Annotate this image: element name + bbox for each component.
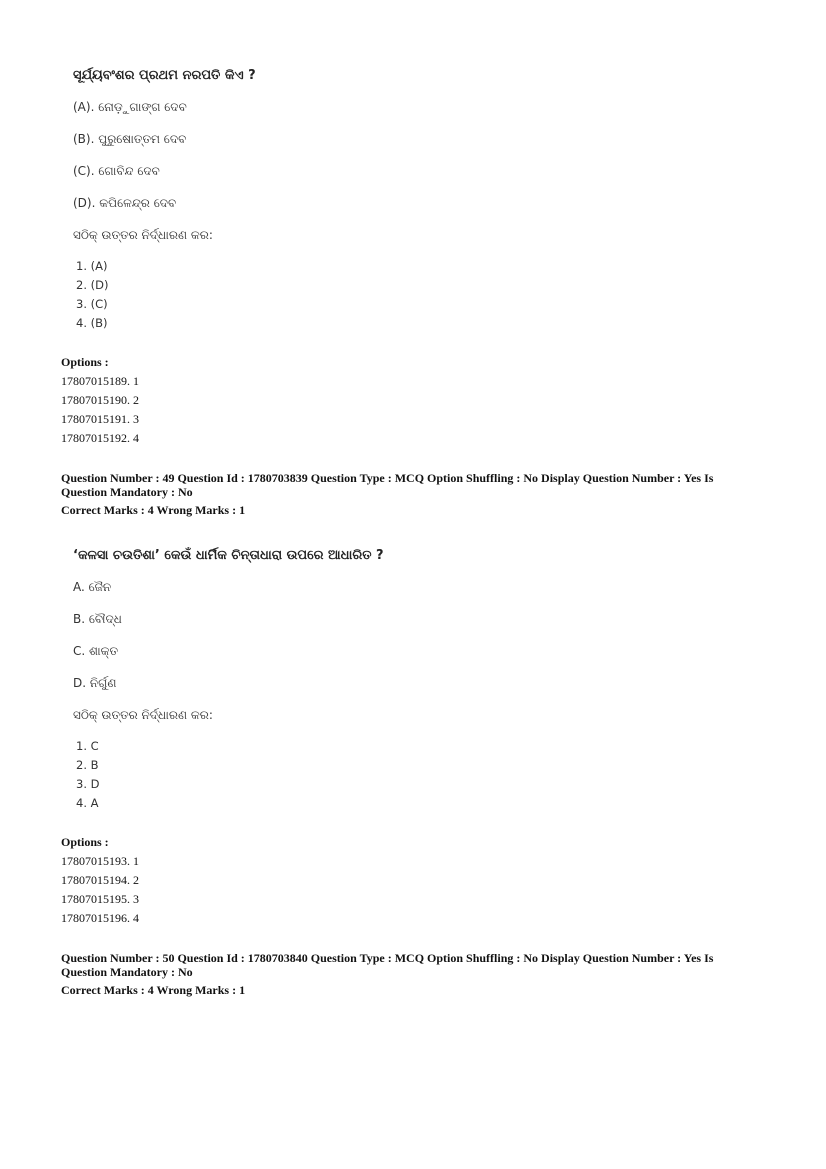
question-meta-line: Question Mandatory : No — [61, 965, 193, 979]
answer-item: 3. D — [76, 777, 100, 791]
option-id: 17807015196. 4 — [61, 911, 139, 925]
answer-item: 3. (C) — [76, 297, 108, 311]
answer-item: 2. B — [76, 758, 99, 772]
option-id: 17807015191. 3 — [61, 412, 139, 426]
answer-item: 4. (B) — [76, 316, 108, 330]
option-id: 17807015192. 4 — [61, 431, 139, 445]
options-label: Options : — [61, 355, 109, 369]
question-meta — [61, 951, 761, 997]
option-id: 17807015193. 1 — [61, 854, 139, 868]
marks-line: Correct Marks : 4 Wrong Marks : 1 — [61, 503, 246, 517]
answer-item: 1. (A) — [76, 259, 108, 273]
choice-d: (D). କପିଳେନ୍ଦ୍ର ଦେବ — [73, 196, 177, 210]
question-meta-line: Question Mandatory : No — [61, 485, 193, 499]
question-meta-line: Question Number : 50 Question Id : 1780703840 Question Type : MCQ Option Shuffling : No Display Question Number : Yes Is — [61, 951, 714, 965]
choice-c: C. ଶାକ୍ତ — [73, 644, 119, 658]
answer-item: 2. (D) — [76, 278, 109, 292]
question-text: ସୂର୍ଯ୍ୟବଂଶର ପ୍ରଥମ ନରପତି କିଏ ? — [73, 68, 256, 83]
option-id: 17807015194. 2 — [61, 873, 139, 887]
choice-b: B. ବୌଦ୍ଧ — [73, 612, 122, 626]
option-id: 17807015195. 3 — [61, 892, 139, 906]
choice-a: A. ଜୈନ — [73, 580, 112, 594]
options-label: Options : — [61, 835, 109, 849]
marks-line: Correct Marks : 4 Wrong Marks : 1 — [61, 983, 246, 997]
choice-a: (A). ନୋଡ଼ୁଗାଙ୍ଗ ଦେବ — [73, 100, 187, 114]
question-text: ‘କଳସା ଚଉତିଶା’ କେଉଁ ଧାର୍ମିକ ଚିନ୍ତାଧାରା ଉପରେ ଆଧାରିତ ? — [73, 548, 384, 563]
question-meta-line: Question Number : 49 Question Id : 1780703839 Question Type : MCQ Option Shuffling : No Display Question Number : Yes Is — [61, 471, 714, 485]
answer-item: 1. C — [76, 739, 99, 753]
choice-d: D. ନିର୍ଗୁଣ — [73, 676, 117, 690]
option-id: 17807015189. 1 — [61, 374, 139, 388]
answer-item: 4. A — [76, 796, 99, 810]
question-meta — [61, 471, 761, 517]
option-id: 17807015190. 2 — [61, 393, 139, 407]
choice-c: (C). ଗୋବିନ୍ଦ ଦେବ — [73, 164, 160, 178]
instruction-text: ସଠିକ୍ ଉତ୍ତର ନିର୍ଦ୍ଧାରଣ କର: — [73, 708, 213, 722]
choice-b: (B). ପୁରୁଷୋତ୍ତମ ଦେବ — [73, 132, 187, 146]
instruction-text: ସଠିକ୍ ଉତ୍ତର ନିର୍ଦ୍ଧାରଣ କର: — [73, 228, 213, 242]
